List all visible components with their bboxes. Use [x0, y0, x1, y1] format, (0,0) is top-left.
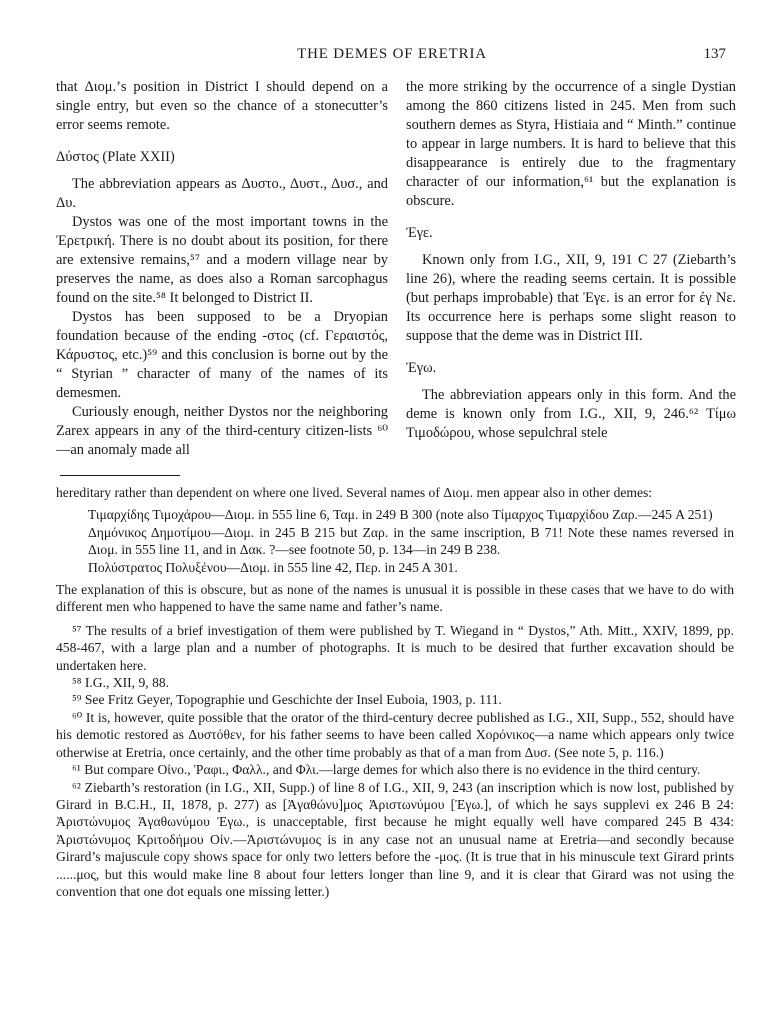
paragraph: Curiously enough, neither Dystos nor the neighboring Zarex appears in any of the third-century citizen-lists ⁶⁰—an anomaly made all — [56, 404, 388, 458]
list-item: Πολύστρατος Πολυξένου—Διομ. in 555 line 42, Περ. in 245 A 301. — [88, 559, 458, 575]
paragraph: Known only from I.G., XII, 9, 191 C 27 (Ziebarth’s line 26), where the reading seems certain. It is possible (but perhaps improbable) that Ἐγε. is an error for ἐγ Νε. Its occurrence here is perhaps some slight reason to suppose that the deme was in District III. — [406, 252, 736, 344]
right-column — [406, 78, 736, 443]
paragraph: The abbreviation appears only in this form. And the deme is known only from I.G., XII, 9, 246.⁶² Τίμω Τιμοδώρου, whose sepulchral stele — [406, 387, 736, 441]
left-column — [56, 78, 388, 460]
entry-heading-ego: Ἐγω. — [406, 360, 437, 376]
footnote-62: ⁶² Ziebarth’s restoration (in I.G., XII, Supp.) of line 8 of I.G., XII, 9, 243 (an inscription which is now lost, published by Girard in B.C.H., II, 1878, p. 277) as [Ἀγαθώνυ]μος Ἀριστωνύμου [Ἐγω.], of which he says supplevi ex 246 B 24: Ἀριστώνυμος Ἀγαθωνύμου Ἐγω., is unacceptable, first because he might equally well have compared 245 B 434: Ἀριστώνυμος Κριτοδήμου Οἰν.—Ἀριστώνυμος is in any case not an unusual name at Eretria—and secondly because Girard’s majuscule copy shows space for only two letters before the -μος. (It is true that in his minuscule text Girard prints ......μος, but this would make line 8 about four letters longer than line 9, and it is clear that Girard was not using the convention that one dot equals one missing letter.) — [56, 779, 734, 899]
paragraph: The abbreviation appears as Δυστο., Δυστ., Δυσ., and Δυ. — [56, 176, 388, 211]
entry-heading-dystos: Δύστος (Plate XXII) — [56, 149, 175, 165]
footnote-rule — [60, 475, 180, 476]
footnote-explanation: The explanation of this is obscure, but as none of the names is unusual it is possible in these cases that we have to do with different men who happened to have the same name and father’s name. — [56, 582, 734, 615]
page-number: 137 — [703, 46, 726, 62]
footnote-60: ⁶⁰ It is, however, quite possible that the orator of the third-century decree published as I.G., XII, Supp., 552, should have his demotic restored as Δυστόθεν, for his father seems to have been called Χορόνικος—a name which appears only twice otherwise at Eretria, once certainly, and the other time probably as that of a man from Δυσ. (See note 5, p. 116.) — [56, 709, 734, 760]
name-list — [88, 506, 734, 576]
paragraph: that Διομ.’s position in District I should depend on a single entry, but even so the chance of a stonecutter’s error seems remote. — [56, 79, 388, 133]
footnote-61: ⁶¹ But compare Οἰνο., Ῥαφι., Φαλλ., and Φλι.—large demes for which also there is no evidence in the third century. — [72, 762, 701, 778]
paragraph: Dystos has been supposed to be a Dryopian foundation because of the ending -στος (cf. Γεραιστός, Κάρυστος, etc.)⁵⁹ and this conclusion is borne out by the “ Styrian ” character of many of the names of its demesmen. — [56, 309, 388, 401]
list-item: Δημόνικος Δημοτίμου—Διομ. in 245 B 215 but Ζαρ. in the same inscription, B 71! Note these names reversed in Διομ. in 555 line 11, and in Δακ. ?—see footnote 50, p. 134—in 249 B 238. — [88, 524, 734, 558]
footnotes — [56, 484, 734, 900]
running-header — [58, 46, 726, 68]
list-item: Τιμαρχίδης Τιμοχάρου—Διομ. in 555 line 6, Ταμ. in 249 B 300 (note also Τίμαρχος Τιμαρχίδου Ζαρ.—245 A 251) — [88, 507, 713, 523]
running-title: THE DEMES OF ERETRIA — [297, 46, 487, 62]
entry-heading-ege: Ἐγε. — [406, 225, 433, 241]
footnote-59: ⁵⁹ See Fritz Geyer, Topographie und Geschichte der Insel Euboia, 1903, p. 111. — [72, 692, 502, 708]
footnote-57: ⁵⁷ The results of a brief investigation of them were published by T. Wiegand in “ Dystos,” Ath. Mitt., XXIV, 1899, pp. 458-467, with a large plan and a number of photographs. It is much to be desired that further excavation should be undertaken here. — [56, 622, 734, 673]
footnote-continuation: hereditary rather than dependent on where one lived. Several names of Διομ. men appear also in other demes: — [56, 485, 653, 500]
paragraph: the more striking by the occurrence of a single Dystian among the 860 citizens listed in 245. Men from such southern demes as Styra, Histiaia and “ Minth.” continue to appear in large numbers. It is hard to believe that this disappearance is entirely due to the fragmentary character of our information,⁶¹ but the explanation is obscure. — [406, 79, 736, 209]
footnote-58: ⁵⁸ I.G., XII, 9, 88. — [72, 675, 170, 691]
paragraph: Dystos was one of the most important towns in the Ἐρετρική. There is no doubt about its position, for there are extensive remains,⁵⁷ and a modern village near by preserves the name, as does also a Roman sarcophagus found on the site.⁵⁸ It belonged to District II. — [56, 214, 388, 306]
